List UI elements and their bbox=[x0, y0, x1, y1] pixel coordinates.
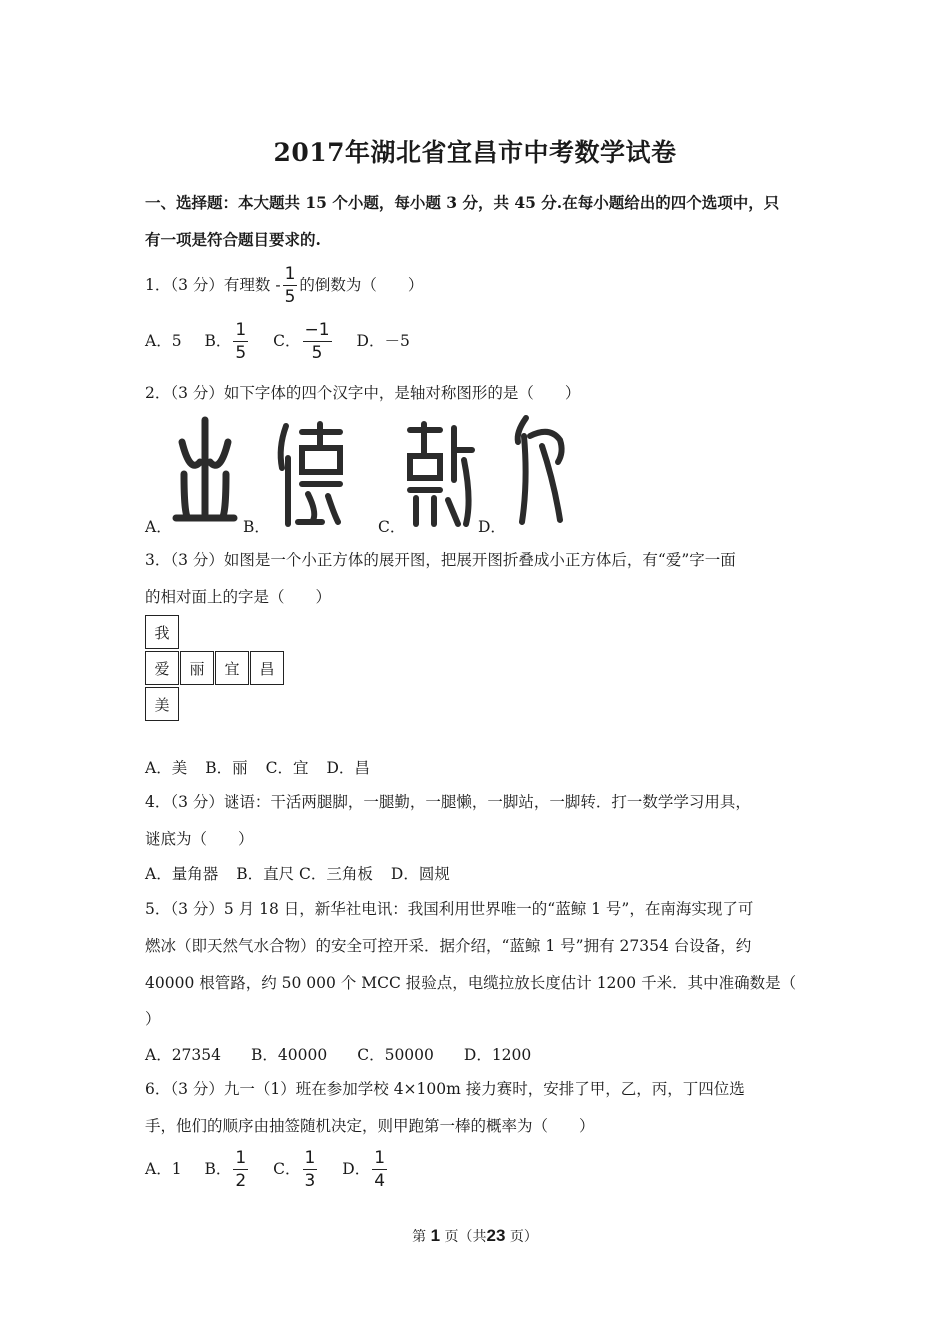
q1-prefix: 1．（3 分）有理数 - bbox=[145, 276, 281, 294]
question-2: 2．（3 分）如下字体的四个汉字中，是轴对称图形的是（ ） bbox=[145, 384, 581, 402]
cube-face-wo: 我 bbox=[145, 615, 179, 649]
section-heading-line1: 一、选择题：本大题共 15 个小题，每小题 3 分，共 45 分.在每小题给出的四个选项中，只 bbox=[145, 193, 780, 212]
seal-character-b-image bbox=[272, 418, 346, 530]
q6-option-a: A．1 bbox=[145, 1160, 182, 1178]
q6-option-d-num: 1 bbox=[374, 1148, 386, 1168]
question-4-line1: 4．（3 分）谜语：干活两腿脚，一腿勤，一腿懒，一脚站，一脚转．打一数学学习用具， bbox=[145, 793, 751, 811]
q1-fraction-den: 5 bbox=[284, 287, 296, 307]
q1-option-a: A．5 bbox=[145, 332, 182, 350]
q6-option-c-den: 3 bbox=[304, 1171, 316, 1191]
q2-option-b-label: B． bbox=[243, 518, 270, 536]
page-footer bbox=[0, 1226, 950, 1246]
q6-option-c-num: 1 bbox=[304, 1148, 316, 1168]
q1-option-b-den: 5 bbox=[235, 343, 247, 363]
q1-option-b bbox=[205, 322, 251, 362]
footer-page-number: 1 bbox=[430, 1226, 441, 1245]
q3-options bbox=[145, 756, 388, 778]
footer-mid: 页（共 bbox=[444, 1229, 487, 1245]
q6-option-b-label: B． bbox=[204, 1160, 232, 1178]
q3-option-a: A．美 bbox=[145, 759, 188, 777]
q5-option-b: B．40000 bbox=[251, 1046, 328, 1064]
question-6-line2: 手，他们的顺序由抽签随机决定，则甲跑第一棒的概率为（ ） bbox=[145, 1117, 595, 1135]
q2-option-a-label: A． bbox=[145, 518, 172, 536]
q1-fraction bbox=[283, 266, 298, 306]
seal-character-a-image bbox=[170, 414, 240, 526]
q5-options bbox=[145, 1043, 549, 1065]
question-6-line1: 6．（3 分）九一（1）班在参加学校 4×100m 接力赛时，安排了甲，乙，丙，丁四位选 bbox=[145, 1080, 745, 1098]
q6-option-d-den: 4 bbox=[374, 1171, 386, 1191]
cube-face-yi: 宜 bbox=[215, 651, 249, 685]
question-5-line3: 40000 根管路，约 50 000 个 MCC 报验点，电缆拉放长度估计 1200 千米．其中准确数是（ bbox=[145, 974, 797, 992]
q3-option-d: D．昌 bbox=[326, 759, 370, 777]
q1-option-c-den: 5 bbox=[311, 343, 323, 363]
seal-character-d-image bbox=[508, 412, 568, 528]
q1-options bbox=[145, 322, 428, 362]
question-5-line4: ） bbox=[145, 1010, 161, 1028]
q4-option-b-c: B．直尺 C．三角板 bbox=[236, 865, 373, 883]
q1-suffix: 的倒数为（ ） bbox=[299, 276, 424, 294]
q1-fraction-num: 1 bbox=[284, 264, 296, 284]
q1-option-b-num: 1 bbox=[235, 320, 247, 340]
q2-option-c-label: C． bbox=[378, 518, 406, 536]
q1-option-d: D．－5 bbox=[356, 332, 410, 350]
q3-option-c: C．宜 bbox=[265, 759, 309, 777]
cube-face-chang: 昌 bbox=[250, 651, 284, 685]
q6-option-b bbox=[205, 1150, 251, 1190]
q6-options bbox=[145, 1150, 407, 1190]
q6-option-d-label: D． bbox=[342, 1160, 371, 1178]
q6-option-c-label: C． bbox=[273, 1160, 301, 1178]
q5-option-d: D．1200 bbox=[463, 1046, 532, 1064]
cube-face-mei: 美 bbox=[145, 687, 179, 721]
footer-post: 页） bbox=[509, 1229, 538, 1245]
question-5-line2: 燃冰（即天然气水合物）的安全可控开采．据介绍，“蓝鲸 1 号”拥有 27354 台设备，约 bbox=[145, 937, 752, 955]
footer-total-pages: 23 bbox=[486, 1226, 506, 1245]
question-5-line1: 5．（3 分）5 月 18 日，新华社电讯：我国利用世界唯一的“蓝鲸 1 号”，在南海实现了可 bbox=[145, 900, 754, 918]
q6-option-c bbox=[273, 1150, 319, 1190]
q1-option-b-label: B． bbox=[204, 332, 232, 350]
q5-option-c: C．50000 bbox=[357, 1046, 434, 1064]
cube-face-ai: 爱 bbox=[145, 651, 179, 685]
footer-pre: 第 bbox=[412, 1229, 427, 1245]
q4-options bbox=[145, 862, 468, 884]
q1-option-c-num: −1 bbox=[304, 320, 330, 340]
q1-option-c-label: C． bbox=[273, 332, 301, 350]
q2-option-d-label: D． bbox=[478, 518, 506, 536]
q6-option-b-num: 1 bbox=[235, 1148, 247, 1168]
q5-option-a: A．27354 bbox=[145, 1046, 222, 1064]
question-3-line2: 的相对面上的字是（ ） bbox=[145, 588, 332, 606]
q4-option-a: A．量角器 bbox=[145, 865, 219, 883]
q3-option-b: B．丽 bbox=[205, 759, 248, 777]
q4-option-d: D．圆规 bbox=[390, 865, 450, 883]
question-3-line1: 3．（3 分）如图是一个小正方体的展开图，把展开图折叠成小正方体后，有“爱”字一面 bbox=[145, 551, 736, 569]
cube-face-li: 丽 bbox=[180, 651, 214, 685]
q6-option-b-den: 2 bbox=[235, 1171, 247, 1191]
page-title: 2017年湖北省宜昌市中考数学试卷 bbox=[273, 138, 677, 167]
question-1 bbox=[145, 266, 423, 306]
q1-option-c bbox=[273, 322, 333, 362]
section-heading-line2: 有一项是符合题目要求的. bbox=[145, 230, 321, 249]
question-4-line2: 谜底为（ ） bbox=[145, 830, 254, 848]
q6-option-d bbox=[342, 1150, 389, 1190]
seal-character-c-image bbox=[402, 420, 478, 530]
